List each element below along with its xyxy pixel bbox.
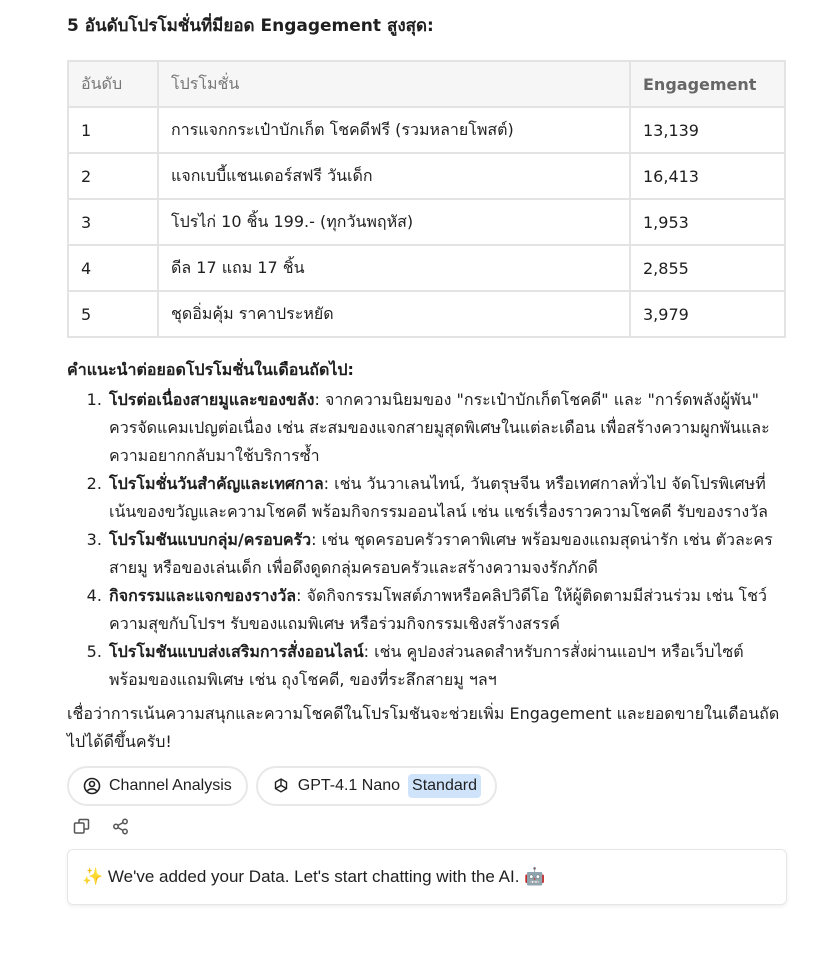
cell-engagement: 16,413 [630, 153, 785, 199]
list-item [107, 386, 787, 470]
channel-analysis-chip[interactable] [67, 766, 248, 806]
model-tier-badge: Standard [408, 774, 481, 798]
item-text: : เช่น ชุดครอบครัวราคาพิเศษ พร้อมของแถมสุดน่ารัก เช่น ตัวละครสายมู หรือของเล่นเด็ก เพื่อดึงดูดกลุ่มครอบครัวและสร้างความจงรักภักดี [109, 530, 773, 577]
item-text: : จากความนิยมของ "กระเป๋าบักเก็ตโชคดี" และ "การ์ดพลังผู้พัน" ควรจัดแคมเปญต่อเนื่อง เช่น สะสมของแจกสายมูสุดพิเศษในแต่ละเดือน เพื่อสร้างความผูกพันและความอยากกลับมาใช้บริการซ้ำ [109, 390, 770, 465]
table-row [68, 107, 785, 153]
cell-rank: 2 [68, 153, 158, 199]
table-row [68, 291, 785, 337]
promo-table [67, 60, 786, 338]
table-header-row [68, 61, 785, 107]
model-label: GPT-4.1 Nano [297, 777, 401, 794]
data-added-banner [67, 849, 787, 905]
list-item [107, 526, 787, 582]
list-item [107, 638, 787, 694]
item-bold: โปรต่อเนื่องสายมูและของขลัง [109, 390, 315, 409]
cell-rank: 3 [68, 199, 158, 245]
table-row [68, 153, 785, 199]
cell-promo: แจกเบบี้แชนเดอร์สฟรี วันเด็ก [158, 153, 630, 199]
list-item [107, 582, 787, 638]
cell-engagement: 2,855 [630, 245, 785, 291]
copy-icon[interactable] [73, 818, 90, 835]
cell-promo: ดีล 17 แถม 17 ชิ้น [158, 245, 630, 291]
item-bold: โปรโมชันแบบส่งเสริมการสั่งออนไลน์ [109, 642, 364, 661]
cell-rank: 5 [68, 291, 158, 337]
col-promo-header: โปรโมชั่น [158, 61, 630, 107]
cell-engagement: 1,953 [630, 199, 785, 245]
cell-rank: 1 [68, 107, 158, 153]
item-bold: กิจกรรมและแจกของรางวัล [109, 586, 297, 605]
item-text: : เช่น คูปองส่วนลดสำหรับการสั่งผ่านแอปฯ หรือเว็บไซต์ พร้อมของแถมพิเศษ เช่น ถุงโชคดี, ของที่ระลึกสายมู ฯลฯ [109, 642, 744, 689]
share-icon[interactable] [112, 818, 129, 835]
list-item [107, 470, 787, 526]
item-text: : เช่น วันวาเลนไทน์, วันตรุษจีน หรือเทศกาลทั่วไป จัดโปรพิเศษที่เน้นของขวัญและความโชคดี พร้อมกิจกรรมออนไลน์ เช่น แชร์เรื่องราวความโชคดี รับของรางวัล [109, 474, 768, 521]
cell-engagement: 3,979 [630, 291, 785, 337]
item-bold: โปรโมชั่นวันสำคัญและเทศกาล [109, 474, 324, 493]
banner-text: ✨ We've added your Data. Let's start chatting with the AI. 🤖 [82, 867, 546, 886]
item-bold: โปรโมชันแบบกลุ่ม/ครอบครัว [109, 530, 312, 549]
section-heading: 5 อันดับโปรโมชั่นที่มียอด Engagement สูงสุด: [67, 16, 434, 36]
openai-logo-icon [272, 777, 290, 795]
chip-row [67, 766, 787, 806]
user-circle-icon [83, 777, 101, 795]
chat-message [67, 12, 787, 905]
model-chip[interactable] [256, 766, 497, 806]
item-text: : จัดกิจกรรมโพสต์ภาพหรือคลิปวิดีโอ ให้ผู้ติดตามมีส่วนร่วม เช่น โชว์ความสุขกับโปรฯ รับของแถมพิเศษ หรือร่วมกิจกรรมเชิงสร้างสรรค์ [109, 586, 767, 633]
col-rank-header: อันดับ [68, 61, 158, 107]
table-row [68, 199, 785, 245]
col-engagement-header: Engagement [630, 61, 785, 107]
cell-rank: 4 [68, 245, 158, 291]
channel-analysis-label: Channel Analysis [109, 777, 232, 794]
closing-text: เชื่อว่าการเน้นความสนุกและความโชคดีในโปรโมชันจะช่วยเพิ่ม Engagement และยอดขายในเดือนถัดไปได้ดีขึ้นครับ! [67, 704, 780, 751]
cell-promo: โปรไก่ 10 ชิ้น 199.- (ทุกวันพฤหัส) [158, 199, 630, 245]
recommendations-list [67, 386, 787, 694]
cell-promo: การแจกกระเป๋าบักเก็ต โชคดีฟรี (รวมหลายโพสต์) [158, 107, 630, 153]
message-actions [67, 818, 787, 835]
table-row [68, 245, 785, 291]
cell-engagement: 13,139 [630, 107, 785, 153]
recommendations-title: คำแนะนำต่อยอดโปรโมชั่นในเดือนถัดไป: [67, 360, 354, 379]
cell-promo: ชุดอิ่มคุ้ม ราคาประหยัด [158, 291, 630, 337]
